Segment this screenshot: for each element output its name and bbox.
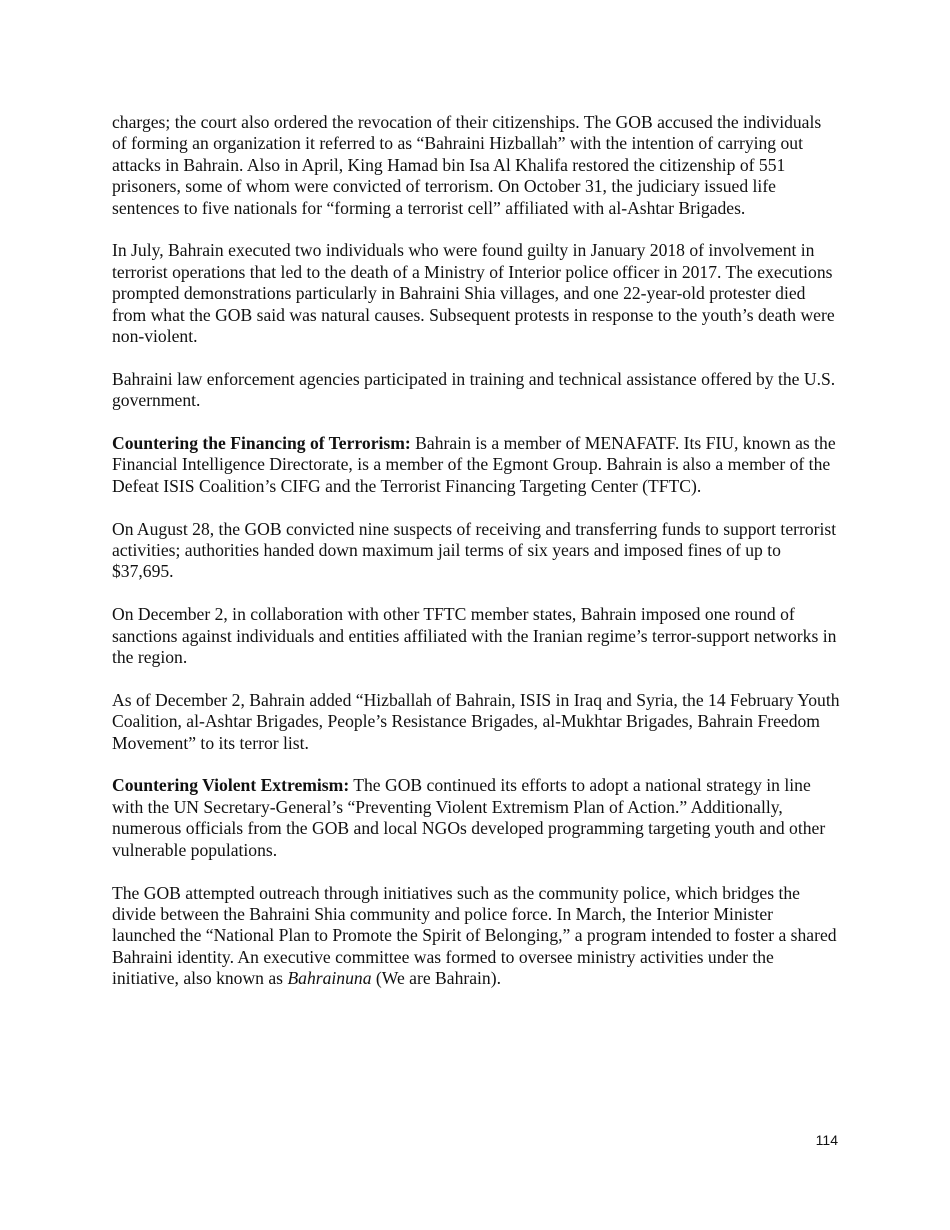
paragraph-text: The GOB continued its efforts to adopt a national strategy in line with the UN Secretary-General’s “Preventing Violent Extremism Plan of Action.” Additionally, numerous officials from the GOB and local NGOs developed programming targeting youth and other vulnerable populations. (112, 775, 826, 860)
paragraph-text: On December 2, in collaboration with other TFTC member states, Bahrain imposed one round of sanctions against individuals and entities affiliated with the Iranian regime’s terror-support networks in the region. (112, 604, 837, 668)
document-body (112, 112, 840, 1011)
paragraph-text: In July, Bahrain executed two individuals who were found guilty in January 2018 of involvement in terrorist operations that led to the death of a Ministry of Interior police officer in 2017. The executions prompted demonstrations particularly in Bahraini Shia villages, and one 22-year-old protester died from what the GOB said was natural causes. Subsequent protests in response to the youth’s death were non-violent. (112, 240, 835, 347)
paragraph-executions (112, 240, 840, 347)
paragraph-text: The GOB attempted outreach through initiatives such as the community police, which bridges the divide between the Bahraini Shia community and police force. In March, the Interior Minister launched the “National Plan to Promote the Spirit of Belonging,” a program intended to foster a shared Bahraini identity. An executive committee was formed to oversee ministry activities under the initiative, also known as (112, 882, 837, 989)
paragraph-terror-list (112, 690, 840, 754)
italic-term-bahrainuna: Bahrainuna (287, 968, 372, 989)
paragraph-violent-extremism (112, 775, 840, 861)
paragraph-financing-of-terrorism (112, 433, 840, 497)
paragraph-community-outreach (112, 883, 840, 990)
section-heading-violent-extremism: Countering Violent Extremism: (112, 775, 350, 796)
paragraph-text: On August 28, the GOB convicted nine suspects of receiving and transferring funds to support terrorist activities; authorities handed down maximum jail terms of six years and imposed fines of up to $37,695. (112, 518, 837, 582)
paragraph-text: As of December 2, Bahrain added “Hizballah of Bahrain, ISIS in Iraq and Syria, the 14 February Youth Coalition, al-Ashtar Brigades, People’s Resistance Brigades, al-Mukhtar Brigades, Bahrain Freedom Movement” to its terror list. (112, 689, 840, 753)
paragraph-august-convictions (112, 519, 840, 583)
paragraph-december-sanctions (112, 604, 840, 668)
paragraph-text: Bahraini law enforcement agencies participated in training and technical assistance offered by the U.S. government. (112, 368, 836, 411)
page-number: 114 (815, 1132, 838, 1148)
paragraph-terrorism-charges (112, 112, 840, 219)
paragraph-text-tail: (We are Bahrain). (371, 968, 501, 989)
section-heading-financing: Countering the Financing of Terrorism: (112, 433, 411, 454)
paragraph-law-enforcement (112, 369, 840, 412)
paragraph-text: charges; the court also ordered the revocation of their citizenships. The GOB accused the individuals of forming an organization it referred to as “Bahraini Hizballah” with the intention of carrying out attacks in Bahrain. Also in April, King Hamad bin Isa Al Khalifa restored the citizenship of 551 prisoners, some of whom were convicted of terrorism. On October 31, the judiciary issued life sentences to five nationals for “forming a terrorist cell” affiliated with al-Ashtar Brigades. (112, 112, 822, 218)
paragraph-text: Bahrain is a member of MENAFATF. Its FIU, known as the Financial Intelligence Directorate, is a member of the Egmont Group. Bahrain is also a member of the Defeat ISIS Coalition’s CIFG and the Terrorist Financing Targeting Center (TFTC). (112, 433, 836, 496)
